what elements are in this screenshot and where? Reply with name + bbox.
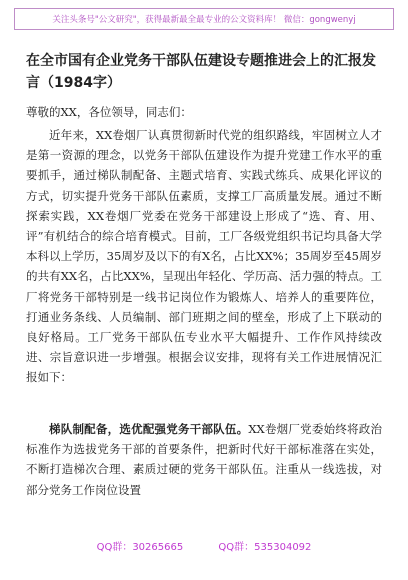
- salutation: 尊敬的XX，各位领导，同志们：: [26, 105, 192, 119]
- section-body-text: XX卷烟厂党委始终将政治标准作为选拔党务干部的首要条件，把新时代好干部标准落在实处，不断打造梯次合理、素质过硬的党务干部队伍。注重从一线选拔，对部分党务工作岗位设置: [26, 422, 383, 497]
- footer-qq-group-1: QQ群：30265665: [96, 542, 184, 553]
- promo-banner: [14, 8, 394, 30]
- section-paragraph: [26, 419, 382, 500]
- section-heading: 梯队制配备，选优配强党务干部队伍。: [49, 422, 249, 436]
- document-title: 在全市国有企业党务干部队伍建设专题推进会上的汇报发言（1984字）: [26, 53, 376, 91]
- footer-qq-group-2: QQ群：535304092: [218, 542, 312, 553]
- footer-contacts: [0, 538, 408, 553]
- promo-banner-text: 关注头条号"公文研究"，获得最新最全最专业的公文资料库！ 微信：gongwenyj: [52, 15, 356, 25]
- body-paragraph: 近年来，XX卷烟厂认真贯彻新时代党的组织路线，牢固树立人才是第一资源的理念，以党务干部队伍建设作为提升党建工作水平的重要抓手，通过梯队制配备、主题式培育、实践式练兵、成果化评议的方式，切实提升党务干部队伍素质，支撑工厂高质量发展。通过不断探索实践，XX卷烟厂党委在党务干部建设上形成了“选、育、用、评”有机结合的综合培育模式。目前，工厂各级党组织书记均具备大学本科以上学历，35周岁及以下的有X名，占比XX%；35周岁至45周岁的共有XX名，占比XX%，呈现出年轻化、学历高、活力强的特点。工厂将党务干部特别是一线书记岗位作为锻炼人、培养人的重要阵位，打通业务条线、人员编制、部门班期之间的壁垒，形成了上下联动的良好格局。工厂党务干部队伍专业水平大幅提升、工作作风持续改进、宗旨意识进一步增强。根据会议安排，现将有关工作进展情况汇报如下：: [26, 128, 382, 385]
